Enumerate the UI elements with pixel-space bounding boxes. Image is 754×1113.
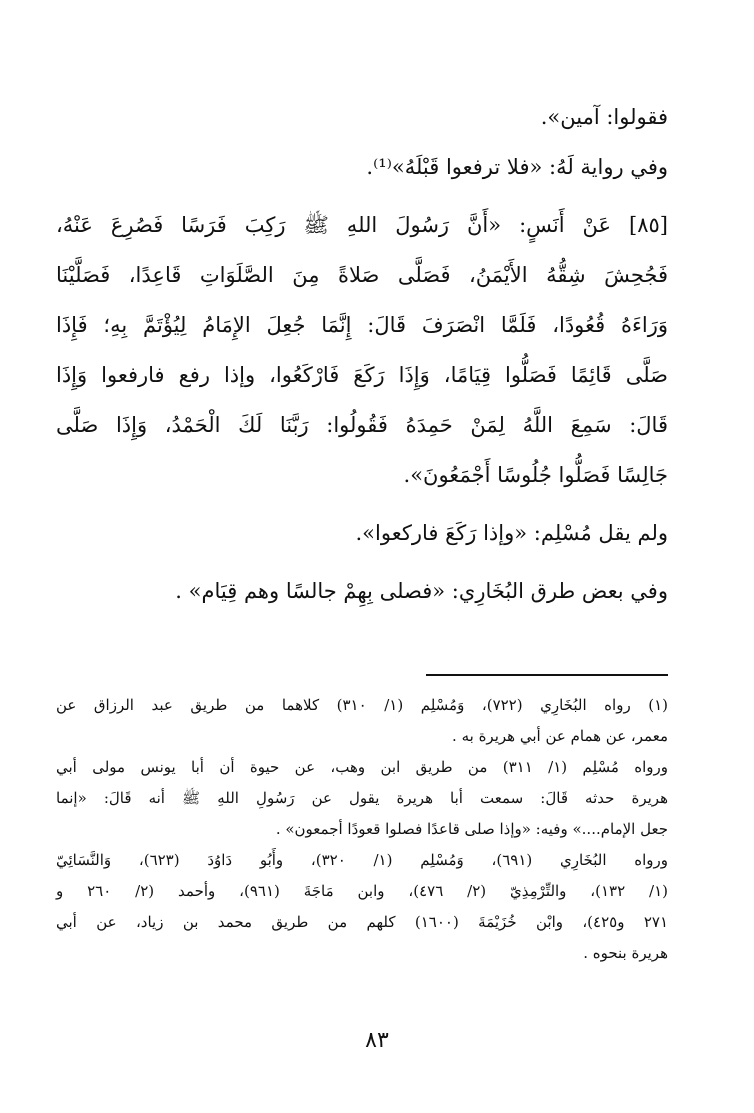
footnote-line-6: ورواه البُخَارِي (٦٩١)، وَمُسْلِم (١/ ٣٢٠)، وأَبُو دَاوُدَ (٦٢٣)، وَالنَّسَائِيّ [56,851,668,869]
footnote-line-8: ٢٧١ و٤٢٥)، وابْن خُزَيْمَةَ (١٦٠٠) كلهم من طريق محمد بن زياد، عن أبي [56,913,668,931]
hadith-85-line-4: صَلَّى قَائِمًا فَصَلُّوا قِيَامًا، وَإِذَا رَكَعَ فَارْكَعُوا، وإذا رفع فارفعوا وَإِذَا [56,363,668,387]
hadith-85-line-1: [٨٥] عَنْ أَنَسٍ: «أَنَّ رَسُولَ اللهِ ﷺ رَكِبَ فَرَسًا فَصُرِعَ عَنْهُ، [56,213,668,237]
note-muslim: ولم يقل مُسْلِم: «وإذا رَكَعَ فاركعوا». [355,521,668,545]
footnotes [56,690,668,969]
footnote-line-3: ورواه مُسْلِم (١/ ٣١١) من طريق ابن وهب، عن حيوة أن أبا يونس مولى أبي [56,758,669,776]
hadith-85-line-2: فَجُحِشَ شِقُّهُ الأَيْمَنُ، فَصَلَّى صَلاةً مِنَ الصَّلَوَاتِ قَاعِدًا، فَصَلَّيْنَا [56,263,668,287]
footnote-line-2: معمر، عن همام عن أبي هريرة به . [452,727,668,745]
footnote-line-4: هريرة حدثه قَالَ: سمعت أبا هريرة يقول عن رَسُولِ اللهِ ﷺ أنه قَالَ: «إنما [56,789,668,807]
main-text [56,92,668,616]
text-line-2: وفي رواية لَهُ: «فلا ترفعوا قَبْلَهُ»⁽¹⁾. [366,155,668,179]
hadith-85-line-3: وَرَاءَهُ قُعُودًا، فَلَمَّا انْصَرَفَ قَالَ: إِنَّمَا جُعِلَ الإِمَامُ لِيُؤْتَمَّ بِهِ؛ فَإِذَا [56,313,668,337]
footnote-line-5: جعل الإمام....» وفيه: «وإذا صلى قاعدًا فصلوا قعودًا أجمعون» . [275,820,668,838]
hadith-85-line-5: قَالَ: سَمِعَ اللَّهُ لِمَنْ حَمِدَهُ فَقُولُوا: رَبَّنَا لَكَ الْحَمْدُ، وَإِذَا صَلَّى [56,413,668,437]
page-number: ٨٣ [365,1028,389,1053]
footnote-line-7: (١/ ١٣٢)، والتِّرْمِذِيّ (٢/ ٤٧٦)، وابن مَاجَةَ (٩٦١)، وأحمد (٢/ ٢٦٠ و [56,882,669,900]
note-bukhari: وفي بعض طرق البُخَارِي: «فصلى بِهِمْ جالسًا وهم قِيَام» . [175,579,668,603]
footnote-separator [426,674,668,676]
text-line-1: فقولوا: آمين». [540,105,668,129]
footnote-line-1: (١) رواه البُخَارِي (٧٢٢)، وَمُسْلِم (١/ ٣١٠) كلاهما من طريق عبد الرزاق عن [56,696,668,714]
footnote-line-9: هريرة بنحوه . [583,944,668,962]
hadith-85-line-6: جَالِسًا فَصَلُّوا جُلُوسًا أَجْمَعُونَ». [403,463,668,487]
